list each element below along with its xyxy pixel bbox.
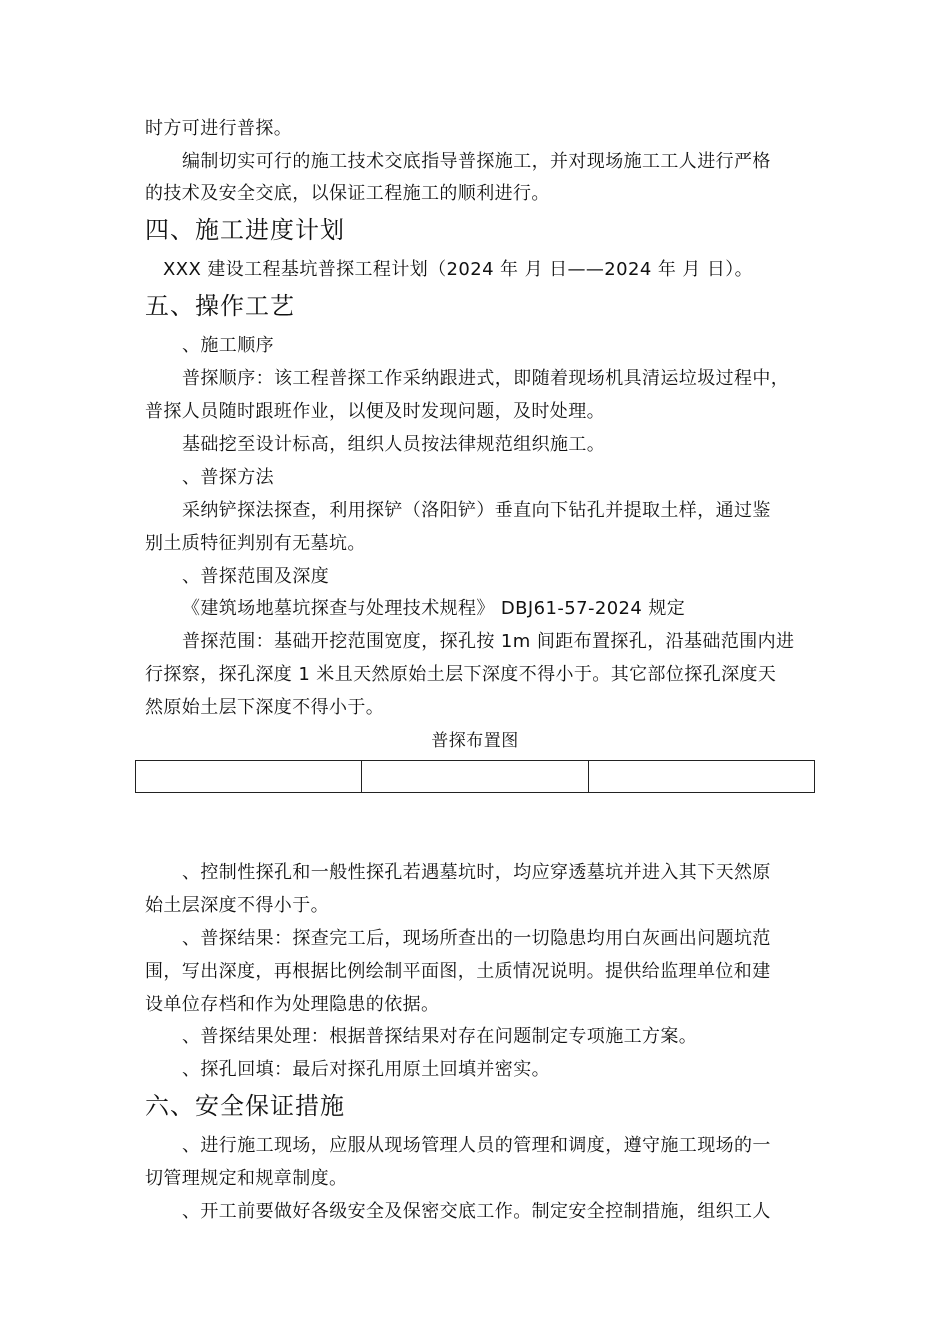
section-heading-5: 五、操作工艺 — [145, 292, 295, 320]
paragraph-line: 编制切实可行的施工技术交底指导普探施工，并对现场施工工人进行严格 — [182, 151, 771, 172]
section-heading-6: 六、安全保证措施 — [145, 1092, 345, 1120]
paragraph-line: 、开工前要做好各级安全及保密交底工作。制定安全控制措施，组织工人 — [182, 1201, 771, 1222]
paragraph-line: 普探人员随时跟班作业，以便及时发现问题，及时处理。 — [145, 401, 605, 422]
paragraph-line: 普探顺序：该工程普探工作采纳跟进式，即随着现场机具清运垃圾过程中， — [182, 368, 790, 389]
paragraph-line: 然原始土层下深度不得小于。 — [145, 697, 385, 718]
subsection-title: 、普探方法 — [182, 467, 274, 488]
paragraph-line: 《建筑场地墓坑探查与处理技术规程》 DBJ61-57-2024 规定 — [182, 598, 686, 619]
paragraph-line: 、控制性探孔和一般性探孔若遇墓坑时，均应穿透墓坑并进入其下天然原 — [182, 862, 771, 883]
paragraph-line: 、进行施工现场，应服从现场管理人员的管理和调度，遵守施工现场的一 — [182, 1135, 771, 1156]
figure-caption: 普探布置图 — [431, 731, 519, 751]
paragraph-line: 设单位存档和作为处理隐患的依据。 — [145, 994, 440, 1015]
paragraph-line: 行探察，探孔深度 1 米且天然原始土层下深度不得小于。其它部位探孔深度天 — [145, 664, 777, 685]
paragraph-line: 切管理规定和规章制度。 — [145, 1168, 348, 1189]
paragraph-line: 围，写出深度，再根据比例绘制平面图，土质情况说明。提供给监理单位和建 — [145, 961, 771, 982]
paragraph-line: 别土质特征判别有无墓坑。 — [145, 533, 366, 554]
table-cell — [136, 761, 362, 792]
paragraph-line: XXX 建设工程基坑普探工程计划（2024 年 月 日——2024 年 月 日）。 — [163, 259, 754, 280]
subsection-title: 、施工顺序 — [182, 335, 274, 356]
paragraph-line: 时方可进行普探。 — [145, 118, 293, 139]
paragraph-line: 普探范围：基础开挖范围宽度，探孔按 1m 间距布置探孔，沿基础范围内进 — [182, 631, 795, 652]
paragraph-line: 、探孔回填：最后对探孔用原土回填并密实。 — [182, 1059, 550, 1080]
table-cell — [589, 761, 814, 792]
paragraph-line: 始土层深度不得小于。 — [145, 895, 329, 916]
paragraph-line: 、普探结果：探查完工后，现场所查出的一切隐患均用白灰画出问题坑范 — [182, 928, 771, 949]
paragraph-line: 、普探结果处理：根据普探结果对存在问题制定专项施工方案。 — [182, 1026, 698, 1047]
paragraph-line: 基础挖至设计标高，组织人员按法律规范组织施工。 — [182, 434, 606, 455]
paragraph-line: 的技术及安全交底，以保证工程施工的顺利进行。 — [145, 183, 550, 204]
subsection-title: 、普探范围及深度 — [182, 566, 330, 587]
section-heading-4: 四、施工进度计划 — [145, 216, 345, 244]
paragraph-line: 采纳铲探法探查，利用探铲（洛阳铲）垂直向下钻孔并提取土样，通过鉴 — [182, 500, 771, 521]
table-cell — [362, 761, 588, 792]
layout-table — [135, 760, 815, 793]
